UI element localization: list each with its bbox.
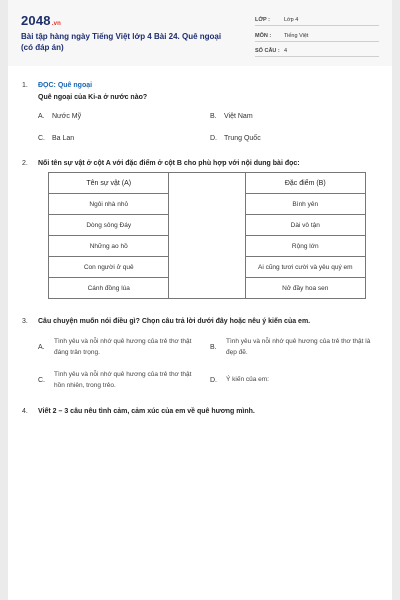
meta-count-label: SỐ CÂU : — [255, 48, 280, 54]
q3-option-a-letter: A. — [38, 344, 45, 351]
column-a-header: Tên sự vật (A) — [49, 173, 169, 194]
worksheet-header — [8, 0, 392, 66]
q3-option-d-letter: D. — [210, 377, 217, 384]
matching-table — [48, 172, 366, 299]
q1-option-a[interactable]: Nước Mỹ — [52, 113, 82, 120]
column-b-cell[interactable]: Dài vô tận — [245, 215, 365, 236]
column-b-cell[interactable]: Bình yên — [245, 194, 365, 215]
q3-option-b[interactable]: Tình yêu và nỗi nhớ quê hương của trẻ thơ thật là đẹp đẽ. — [226, 338, 371, 356]
logo-suffix: .vn — [51, 21, 62, 27]
column-b-cell[interactable]: Nở đầy hoa sen — [245, 278, 365, 299]
question-3-text: Câu chuyện muốn nói điều gì? Chọn câu trả lời dưới đây hoặc nêu ý kiến của em. — [38, 318, 311, 325]
matching-gap — [169, 173, 245, 299]
q1-option-c-letter: C. — [38, 135, 45, 142]
meta-count-value: 4 — [284, 48, 288, 54]
page-title: Bài tập hàng ngày Tiếng Việt lớp 4 Bài 24. Quê ngoại (có đáp án) — [21, 32, 222, 52]
q1-option-c[interactable]: Ba Lan — [52, 135, 75, 142]
column-a-cell[interactable]: Ngôi nhà nhỏ — [49, 194, 169, 215]
question-4-number: 4. — [22, 408, 28, 415]
column-a-cell[interactable]: Cánh đồng lúa — [49, 278, 169, 299]
q1-option-b-letter: B. — [210, 113, 217, 120]
question-1-text: Quê ngoại của Ki-a ở nước nào? — [38, 94, 148, 101]
column-a-cell[interactable]: Con người ở quê — [49, 257, 169, 278]
meta-grade-label: LỚP : — [255, 17, 270, 23]
column-b-cell[interactable]: Rộng lớn — [245, 236, 365, 257]
q3-option-d[interactable]: Ý kiến của em: — [226, 376, 269, 383]
column-b-header: Đặc điểm (B) — [245, 173, 365, 194]
meta-subject-label: MÔN : — [255, 33, 272, 39]
question-1-heading: ĐỌC: Quê ngoại — [38, 82, 93, 89]
q1-option-b[interactable]: Việt Nam — [224, 113, 253, 120]
meta-divider — [255, 56, 379, 57]
logo-main: 2048 — [21, 13, 51, 28]
question-4-text: Viết 2 – 3 câu nêu tình cảm, cảm xúc của em về quê hương mình. — [38, 408, 255, 415]
q3-option-b-letter: B. — [210, 344, 217, 351]
question-2-text: Nối tên sự vật ở cột A với đặc điểm ở cột B cho phù hợp với nội dung bài đọc: — [38, 160, 300, 167]
column-a-cell[interactable]: Dòng sông Đáy — [49, 215, 169, 236]
question-2-number: 2. — [22, 160, 28, 167]
q1-option-d-letter: D. — [210, 135, 217, 142]
q3-option-c[interactable]: Tình yêu và nỗi nhớ quê hương của trẻ thơ thật hồn nhiên, trong trẻo. — [54, 371, 192, 389]
question-3-number: 3. — [22, 318, 28, 325]
q3-option-c-letter: C. — [38, 377, 45, 384]
q1-option-a-letter: A. — [38, 113, 45, 120]
meta-divider — [255, 41, 379, 42]
column-b-cell[interactable]: Ai cũng tươi cười và yêu quý em — [245, 257, 365, 278]
worksheet-page — [8, 0, 392, 600]
q3-option-a[interactable]: Tình yêu và nỗi nhớ quê hương của trẻ thơ thật đáng trân trọng. — [54, 338, 192, 356]
meta-grade-value: Lớp 4 — [284, 17, 299, 23]
q1-option-d[interactable]: Trung Quốc — [224, 135, 261, 142]
question-1-number: 1. — [22, 82, 28, 89]
meta-divider — [255, 25, 379, 26]
meta-subject-value: Tiếng Việt — [284, 33, 309, 39]
column-a-cell[interactable]: Những ao hồ — [49, 236, 169, 257]
site-logo[interactable] — [21, 13, 61, 28]
